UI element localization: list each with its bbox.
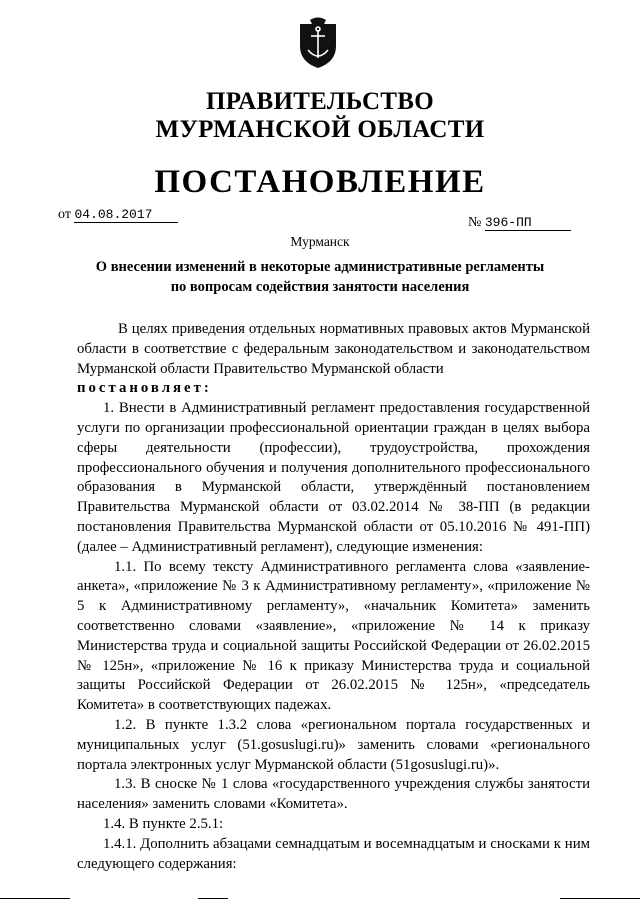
number-value: 396-ПП: [485, 215, 571, 231]
government-name-line1: ПРАВИТЕЛЬСТВО: [206, 88, 434, 115]
document-title-line2: по вопросам содействия занятости населения: [170, 279, 470, 295]
date-prefix: от: [58, 207, 71, 222]
coat-of-arms-icon: [296, 16, 340, 70]
document-type: ПОСТАНОВЛЕНИЕ: [154, 164, 486, 200]
number-prefix: №: [468, 215, 482, 230]
paragraph-1-1: 1.1. По всему тексту Административного регламента слова «заявление-анкета», «приложение № 3 к Административному регламенту», «приложение № 5 к Административному регламенту», «начальник Комитета» заменить соответственно словами «заявление», «приложение № 14 к приказу Министерства труда и социальной защиты Российской Федерации от 26.02.2015 № 125н», «приложение № 16 к приказу Министерства труда и социальной защиты Российской Федерации от 26.02.2015 № 125н», «председатель Комитета» в соответствующих падежах.: [77, 558, 590, 714]
preamble-paragraph: В целях приведения отдельных нормативных правовых актов Мурманской области в соответствие с федеральным законодательством и законодательством Мурманской области Правительство Мурманской области: [77, 321, 590, 377]
document-title-line1: О внесении изменений в некоторые административные регламенты: [95, 259, 545, 275]
government-name-line2: МУРМАНСКОЙ ОБЛАСТИ: [155, 116, 485, 143]
paragraph-1: 1. Внести в Административный регламент предоставления государственной услуги по организации профессиональной ориентации граждан в целях выбора сферы деятельности (профессии), трудоустройства, прохождения профессионального обучения и получения дополнительного профессионального образования в Мурманской области, утверждённый постановлением Правительства Мурманской области от 03.02.2014 № 38-ПП (в редакции постановления Правительства Мурманской области от 05.10.2016 № 491-ПП) (далее – Административный регламент), следующие изменения:: [77, 400, 590, 555]
paragraph-1-4: 1.4. В пункте 2.5.1:: [103, 815, 224, 832]
document-body: [77, 320, 590, 874]
number-field: [468, 215, 571, 231]
date-field: [58, 207, 178, 223]
paragraph-1-3: 1.3. В сноске № 1 слова «государственного учреждения службы занятости населения» заменить словами «Комитета».: [77, 776, 590, 813]
paragraph-1-2: 1.2. В пункте 1.3.2 слова «региональном портала государственных и муниципальных услуг (51.gosuslugi.ru)» заменить словами «регионального портала электронных услуг Мурманской области (51gosuslugi.ru)».: [77, 716, 590, 773]
date-value: 04.08.2017: [74, 207, 178, 223]
resolves-word: постановляет:: [77, 380, 212, 397]
paragraph-1-4-1: 1.4.1. Дополнить абзацами семнадцатым и восемнадцатым и сносками к ним следующего содержания:: [77, 835, 590, 872]
city: Мурманск: [290, 234, 350, 249]
